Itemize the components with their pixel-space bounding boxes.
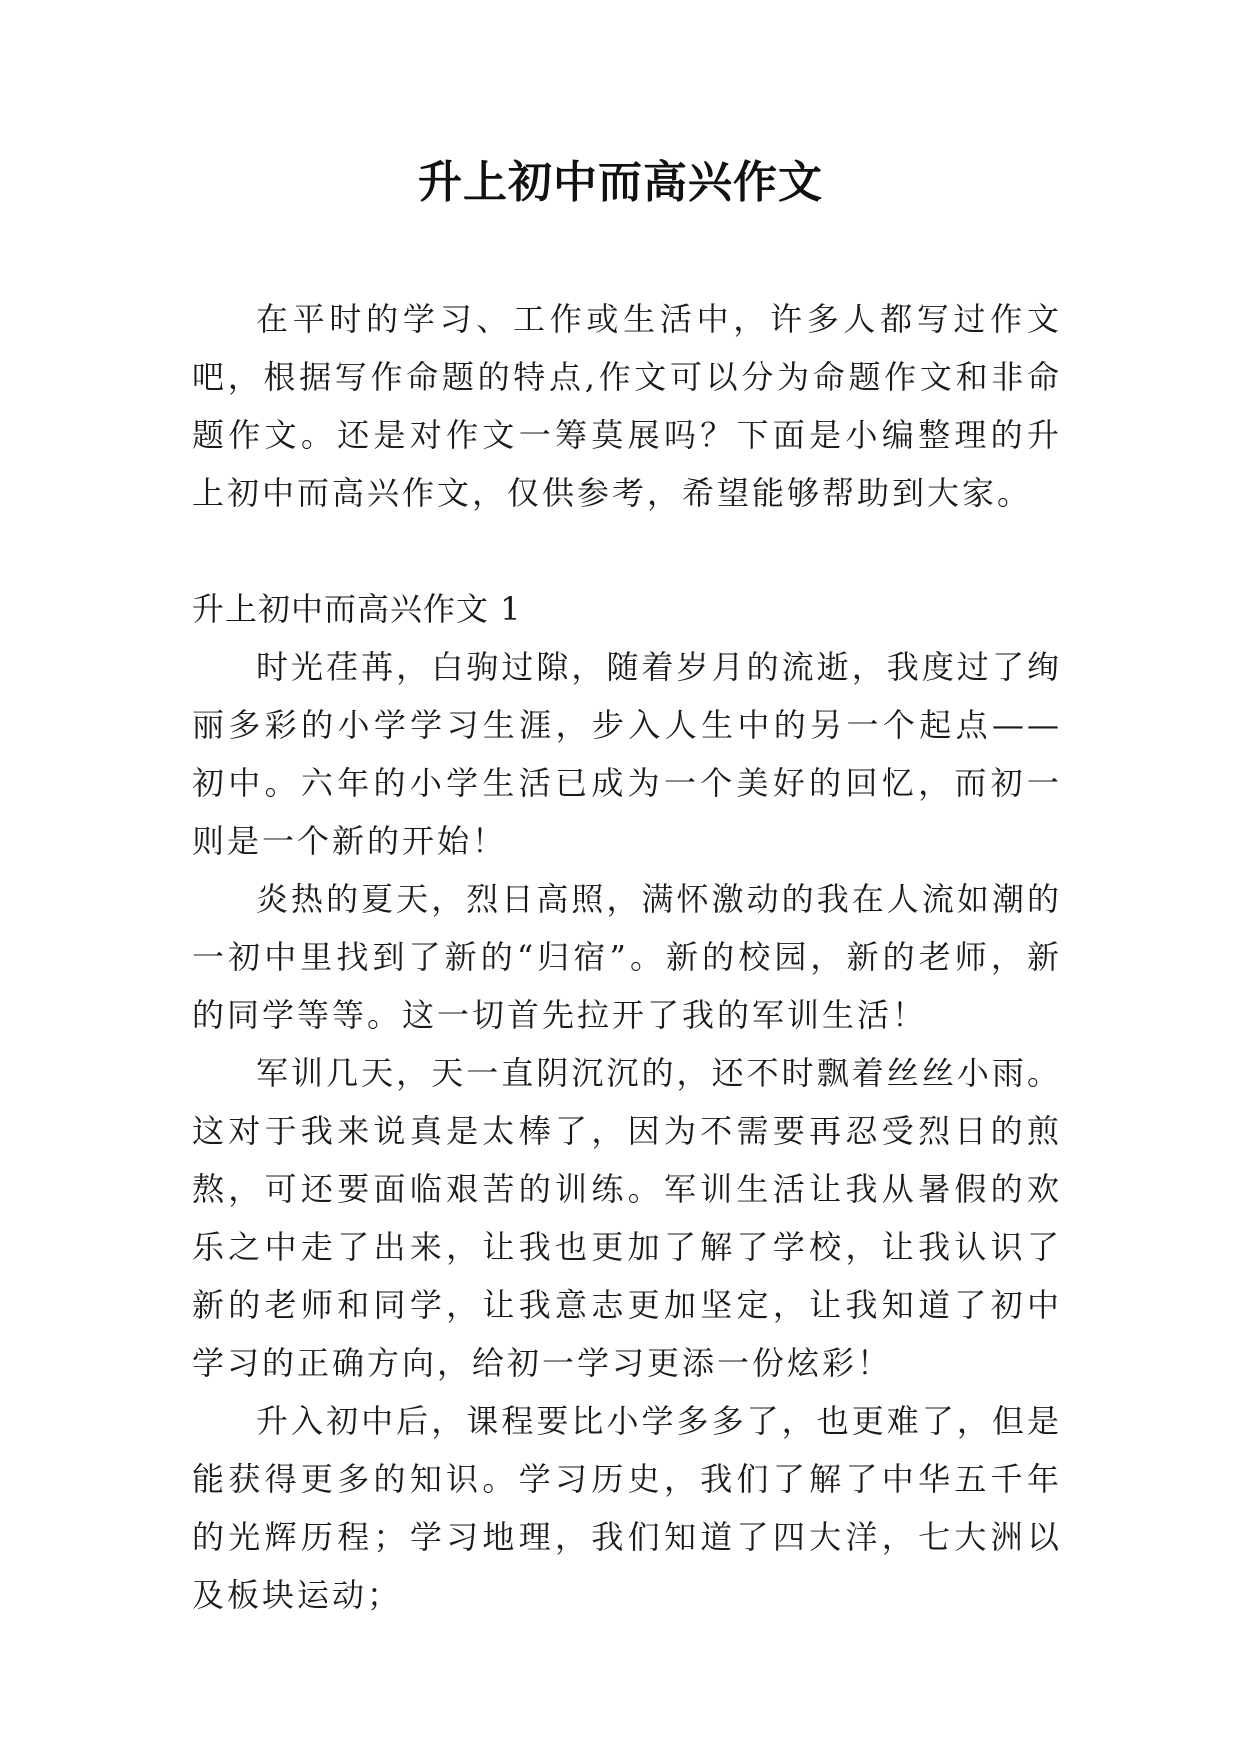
intro-paragraph: 在平时的学习、工作或生活中，许多人都写过作文吧，根据写作命题的特点,作文可以分为命题作文和非命题作文。还是对作文一筹莫展吗？下面是小编整理的升上初中而高兴作文，仅供参考，希望能够帮助到大家。 <box>192 300 1062 512</box>
document-title: 升上初中而高兴作文 <box>418 157 823 208</box>
body-paragraph-2: 炎热的夏天，烈日高照，满怀激动的我在人流如潮的一初中里找到了新的“归宿”。新的校园，新的老师，新的同学等等。这一切首先拉开了我的军训生活！ <box>192 880 1062 1034</box>
section-heading: 升上初中而高兴作文 1 <box>192 590 522 628</box>
body-paragraph-1: 时光荏苒，白驹过隙，随着岁月的流逝，我度过了绚丽多彩的小学学习生涯，步入人生中的另一个起点——初中。六年的小学生活已成为一个美好的回忆，而初一则是一个新的开始！ <box>192 648 1062 860</box>
body-paragraph-3: 军训几天，天一直阴沉沉的，还不时飘着丝丝小雨。这对于我来说真是太棒了，因为不需要再忍受烈日的煎熬，可还要面临艰苦的训练。军训生活让我从暑假的欢乐之中走了出来，让我也更加了解了学校，让我认识了新的老师和同学，让我意志更加坚定，让我知道了初中学习的正确方向，给初一学习更添一份炫彩！ <box>192 1054 1062 1382</box>
document-body <box>192 290 1062 1624</box>
body-paragraph-4: 升入初中后，课程要比小学多多了，也更难了，但是能获得更多的知识。学习历史，我们了解了中华五千年的光辉历程；学习地理，我们知道了四大洋，七大洲以及板块运动； <box>192 1402 1062 1614</box>
